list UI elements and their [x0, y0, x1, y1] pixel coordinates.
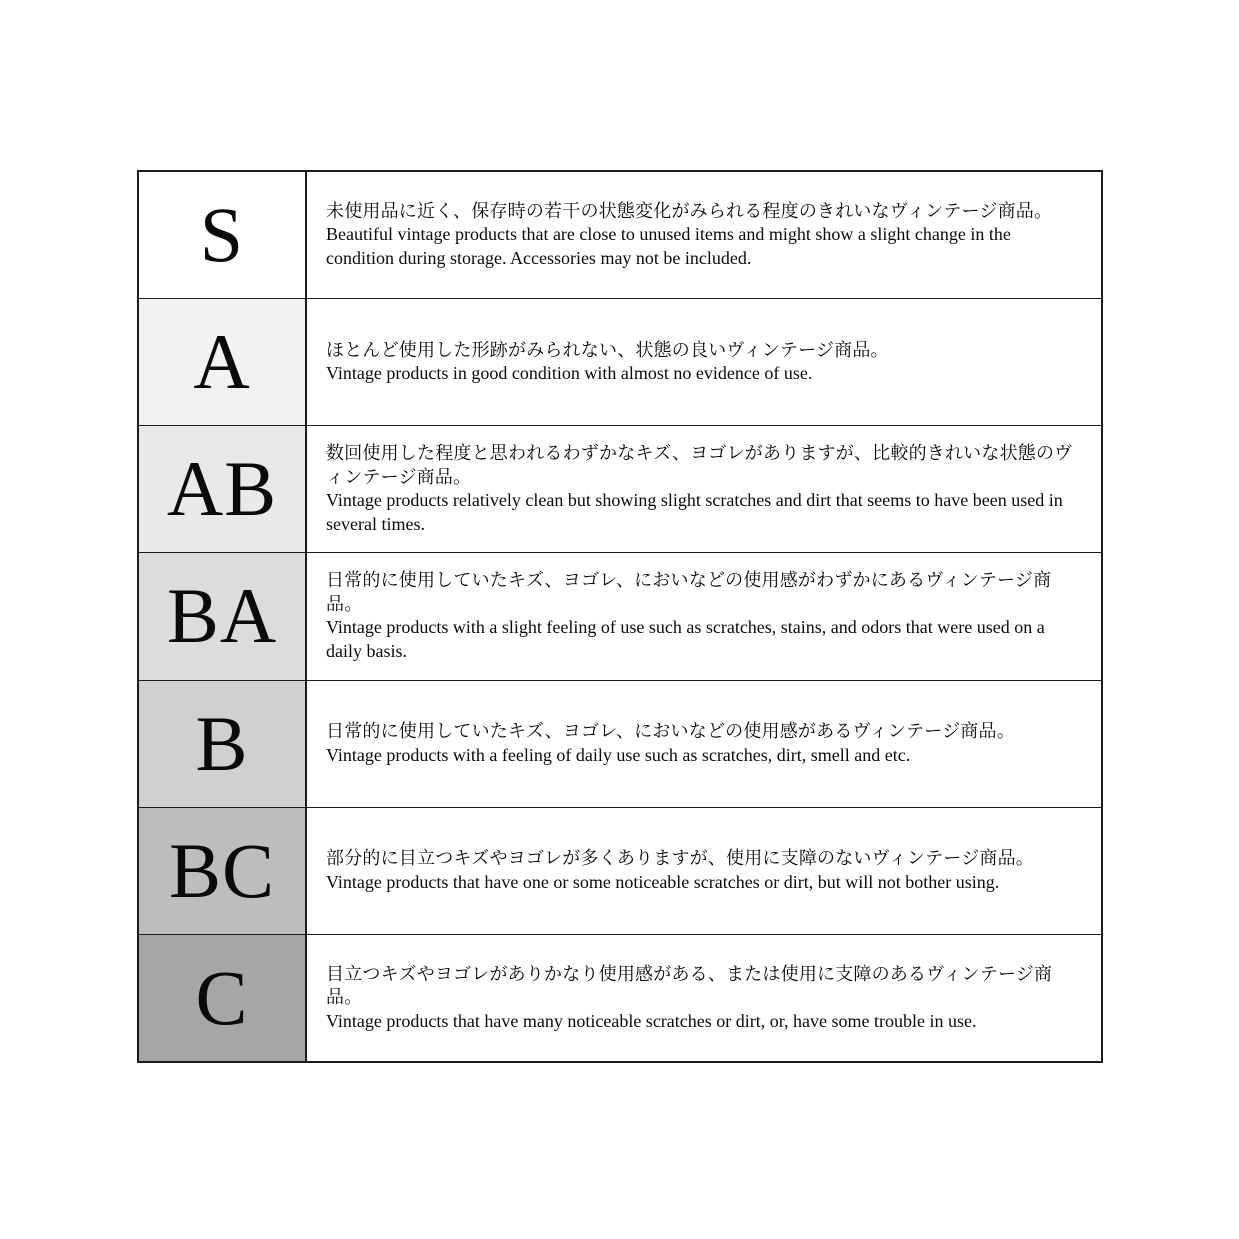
grade-cell-ab — [139, 426, 307, 552]
en-description-s: Beautiful vintage products that are close to unused items and might show a slight change in the condition during storage. Accessories may not be included. — [326, 224, 1011, 268]
jp-description-ba: 日常的に使用していたキズ、ヨゴレ、においなどの使用感がわずかにあるヴィンテージ商品。 — [326, 570, 1052, 614]
en-description-c: Vintage products that have many noticeable scratches or dirt, or, have some trouble in use. — [326, 1010, 977, 1031]
jp-description-b: 日常的に使用していたキズ、ヨゴレ、においなどの使用感があるヴィンテージ商品。 — [326, 721, 1015, 742]
table-row-grade-bc — [139, 808, 1101, 935]
condition-grade-table — [137, 170, 1103, 1063]
grade-label-b: B — [195, 699, 249, 787]
table-row-grade-a — [139, 299, 1101, 426]
grade-label-bc: BC — [168, 826, 276, 914]
jp-description-ab: 数回使用した程度と思われるわずかなキズ、ヨゴレがありますが、比較的きれいな状態のヴィンテージ商品。 — [326, 443, 1073, 487]
table-row-grade-b — [139, 681, 1101, 808]
grade-label-ba: BA — [166, 572, 278, 660]
en-description-ab: Vintage products relatively clean but showing slight scratches and dirt that seems to have been used in several times. — [326, 490, 1063, 534]
grade-cell-bc — [139, 808, 307, 934]
jp-description-c: 目立つキズやヨゴレがありかなり使用感がある、または使用に支障のあるヴィンテージ商品。 — [326, 963, 1053, 1008]
table-row-grade-c — [139, 935, 1101, 1061]
jp-description-bc: 部分的に目立つキズやヨゴレが多くありますが、使用に支障のないヴィンテージ商品。 — [326, 848, 1034, 869]
en-description-ba: Vintage products with a slight feeling of use such as scratches, stains, and odors that were used on a daily basis. — [326, 617, 1045, 661]
grade-cell-s — [139, 172, 307, 298]
grade-label-s: S — [199, 191, 245, 279]
table-row-grade-ba — [139, 553, 1101, 680]
description-cell-ba — [307, 553, 1101, 679]
grade-cell-a — [139, 299, 307, 425]
description-cell-b — [307, 681, 1101, 807]
description-cell-a — [307, 299, 1101, 425]
grade-cell-b — [139, 681, 307, 807]
en-description-a: Vintage products in good condition with almost no evidence of use. — [326, 363, 813, 384]
grade-label-a: A — [193, 318, 251, 406]
description-cell-ab — [307, 426, 1101, 552]
table-row-grade-ab — [139, 426, 1101, 553]
description-cell-c — [307, 935, 1101, 1061]
table-row-grade-s — [139, 172, 1101, 299]
jp-description-a: ほとんど使用した形跡がみられない、状態の良いヴィンテージ商品。 — [326, 339, 889, 360]
en-description-b: Vintage products with a feeling of daily use such as scratches, dirt, smell and etc. — [326, 744, 911, 765]
grade-label-c: C — [195, 953, 249, 1041]
description-cell-s — [307, 172, 1101, 298]
description-cell-bc — [307, 808, 1101, 934]
grade-cell-ba — [139, 553, 307, 679]
en-description-bc: Vintage products that have one or some noticeable scratches or dirt, but will not bother using. — [326, 871, 1000, 892]
grade-cell-c — [139, 935, 307, 1061]
jp-description-s: 未使用品に近く、保存時の若干の状態変化がみられる程度のきれいなヴィンテージ商品。 — [326, 200, 1053, 221]
grade-label-ab: AB — [166, 445, 278, 533]
